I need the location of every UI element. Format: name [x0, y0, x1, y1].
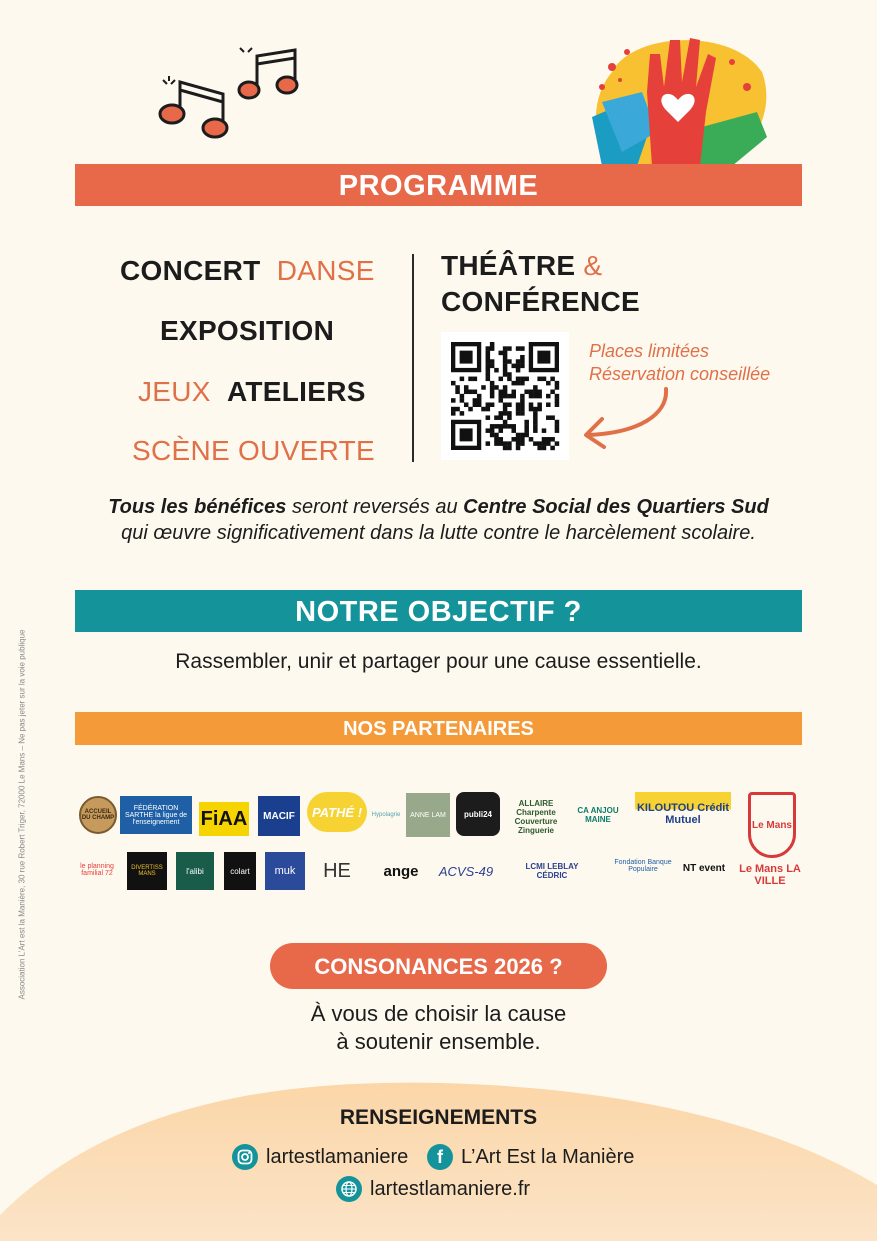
- ateliers-label: ATELIERS: [226, 376, 366, 407]
- website-contact[interactable]: [336, 1176, 530, 1202]
- places-line-1: Places limitées: [589, 341, 710, 361]
- facebook-name: L’Art Est la Manière: [461, 1145, 635, 1168]
- website-url: lartestlamaniere.fr: [370, 1177, 531, 1200]
- logo-hypolagrie[interactable]: Hypolagrie: [371, 812, 401, 818]
- conference-label: CONFÉRENCE: [441, 286, 641, 317]
- logo-allaire[interactable]: ALLAIRE Charpente Couverture Zinguerie: [514, 799, 558, 835]
- danse-label: DANSE: [276, 255, 375, 286]
- objectif-text: Rassembler, unir et partager pour une cause essentielle.: [175, 650, 702, 673]
- logo-fiaa[interactable]: FiAA: [199, 802, 249, 836]
- facebook-contact[interactable]: [427, 1144, 634, 1170]
- logo-fondation-banque-populaire[interactable]: Fondation Banque Populaire: [614, 859, 672, 873]
- logo-pathe[interactable]: PATHÉ !: [307, 792, 367, 832]
- logo-alibi[interactable]: l'alibi: [176, 852, 214, 890]
- renseignements-title: RENSEIGNEMENTS: [339, 1106, 538, 1129]
- logo-publi24[interactable]: publi24: [456, 792, 500, 836]
- logo-anne-lam[interactable]: ANNE LAM: [406, 793, 450, 837]
- partner-logos: [75, 790, 802, 890]
- benefices-bold-1: Tous les bénéfices: [108, 496, 287, 518]
- programme-banner: PROGRAMME: [75, 164, 802, 206]
- globe-icon: [336, 1176, 362, 1202]
- consonances-badge: CONSONANCES 2026 ?: [270, 943, 607, 989]
- concert-label: CONCERT: [120, 255, 261, 286]
- logo-lcmi[interactable]: LCMI LEBLAY CÉDRIC: [525, 862, 579, 880]
- qr-code[interactable]: [441, 332, 569, 460]
- column-divider: [412, 254, 414, 462]
- logo-macif[interactable]: MACIF: [258, 796, 300, 836]
- places-line-2: Réservation conseillée: [589, 364, 771, 384]
- instagram-handle: lartestlamaniere: [266, 1145, 409, 1168]
- logo-ange[interactable]: ange: [383, 862, 419, 880]
- logo-le-mans-la-ville[interactable]: Le Mans LA VILLE: [739, 863, 801, 887]
- logo-planning-familial[interactable]: le planning familial 72: [80, 863, 114, 877]
- places-note: [589, 340, 770, 386]
- logo-nt-event[interactable]: NT event: [682, 862, 726, 874]
- music-notes-icon: [145, 42, 315, 157]
- benefices-text: [0, 494, 877, 546]
- logo-accueil-du-champ[interactable]: ACCUEIL DU CHAMP: [79, 796, 117, 834]
- consonances-line-2: à soutenir ensemble.: [336, 1029, 541, 1054]
- theatre-label: THÉÂTRE: [441, 250, 576, 281]
- instagram-icon: [232, 1144, 258, 1170]
- benefices-bold-2: Centre Social des Quartiers Sud: [463, 496, 769, 518]
- logo-kiloutou-credit-mutuel[interactable]: KILOUTOU Crédit Mutuel: [635, 792, 731, 836]
- logo-le-mans-shield[interactable]: Le Mans: [748, 792, 796, 858]
- side-address-text: Association L’Art est la Manière, 30 rue Robert Triger, 72000 Le Mans – Ne pas jeter sur la voie publique: [17, 629, 27, 1000]
- scene-ouverte-label: SCÈNE OUVERTE: [132, 435, 375, 466]
- programme-line-3: [138, 376, 366, 408]
- qr-code-graphic: [441, 332, 569, 460]
- consonances-text: [0, 1000, 877, 1056]
- exposition-label: EXPOSITION: [160, 315, 335, 346]
- logo-he[interactable]: HE: [323, 859, 351, 882]
- consonances-line-1: À vous de choisir la cause: [310, 1001, 567, 1026]
- logo-colart[interactable]: colart: [224, 852, 256, 890]
- benefices-text-1: seront reversés au: [286, 496, 464, 518]
- objectif-banner: NOTRE OBJECTIF ?: [75, 590, 802, 632]
- logo-muk[interactable]: muk: [265, 852, 305, 890]
- logo-ligue-enseignement[interactable]: FÉDÉRATION SARTHE la ligue de l'enseignement: [120, 796, 192, 834]
- logo-credit-agricole[interactable]: CA ANJOU MAINE: [577, 806, 619, 824]
- benefices-line-1: [0, 494, 877, 520]
- jeux-label: JEUX: [138, 376, 211, 407]
- partenaires-banner: NOS PARTENAIRES: [75, 712, 802, 745]
- arrow-left-icon: [578, 385, 678, 455]
- theatre-line: [441, 250, 602, 282]
- logo-acvs-49[interactable]: ACVS-49: [438, 863, 494, 879]
- benefices-line-2: qui œuvre significativement dans la lutte contre le harcèlement scolaire.: [121, 522, 756, 544]
- instagram-contact[interactable]: [232, 1144, 408, 1170]
- programme-line-1: [120, 255, 375, 287]
- hands-heart-icon: [582, 32, 774, 166]
- ampersand: &: [583, 250, 603, 281]
- facebook-icon: f: [427, 1144, 453, 1170]
- logo-divertiss-mans[interactable]: DIVERTISS MANS: [127, 852, 167, 890]
